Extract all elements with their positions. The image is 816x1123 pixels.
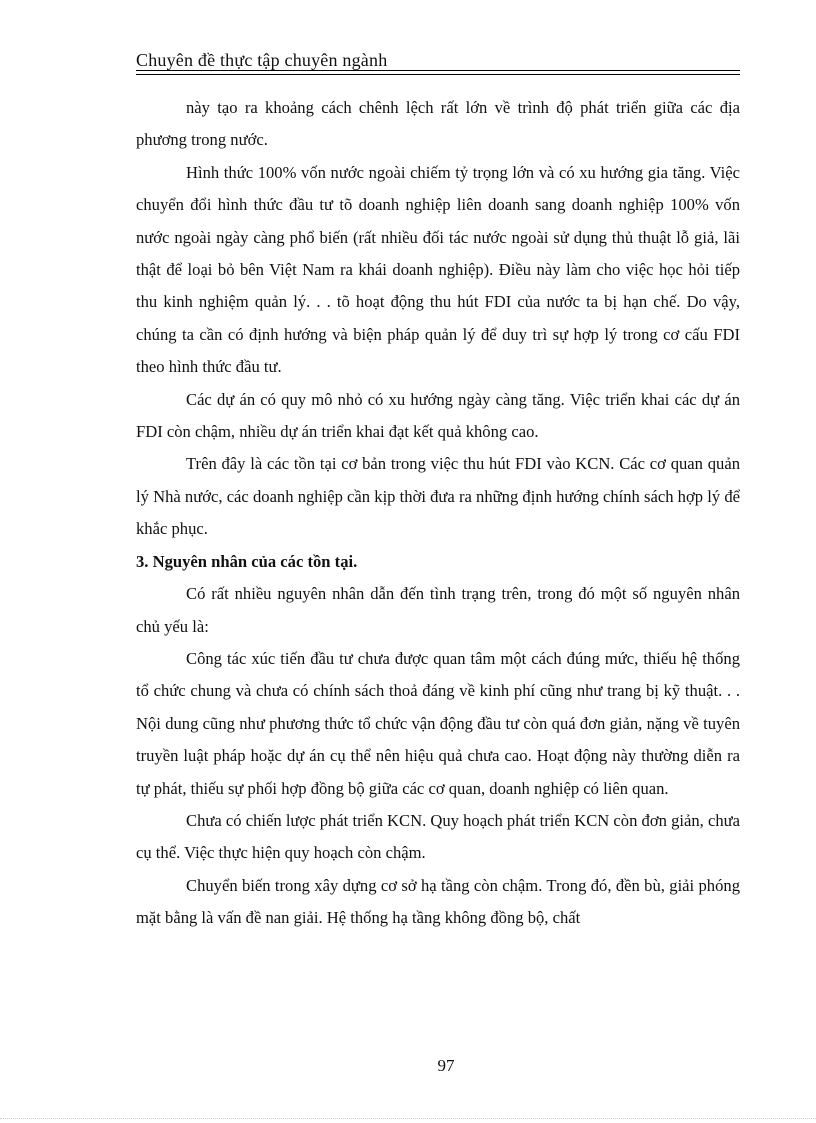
body-text: [136, 92, 740, 935]
paragraph: Chuyển biến trong xây dựng cơ sở hạ tầng còn chậm. Trong đó, đền bù, giải phóng mặt bằng là vấn đề nan giải. Hệ thống hạ tầng không đồng bộ, chất: [136, 875, 740, 928]
paragraph: Chưa có chiến lược phát triển KCN. Quy hoạch phát triển KCN còn đơn giản, chưa cụ thể. Việc thực hiện quy hoạch còn chậm.: [136, 810, 740, 863]
page-bottom-edge: [0, 1118, 816, 1119]
header-rule-bottom: [136, 74, 740, 75]
page-header-title: Chuyên đề thực tập chuyên ngành: [136, 50, 388, 70]
page-number: 97: [437, 1056, 455, 1075]
paragraph: Công tác xúc tiến đầu tư chưa được quan tâm một cách đúng mức, thiếu hệ thống tổ chức chung và chưa có chính sách thoả đáng về kinh phí cũng như trang bị kỹ thuật. . . Nội dung cũng như phương thức tổ chức vận động đầu tư còn quá đơn giản, nặng về tuyên truyền luật pháp hoặc dự án cụ thể nên hiệu quả chưa cao. Hoạt động này thường diễn ra tự phát, thiếu sự phối hợp đồng bộ giữa các cơ quan, doanh nghiệp có liên quan.: [136, 648, 740, 798]
paragraph-continuation: này tạo ra khoảng cách chênh lệch rất lớn về trình độ phát triển giữa các địa phương trong nước.: [136, 98, 740, 150]
paragraph: Các dự án có quy mô nhỏ có xu hướng ngày càng tăng. Việc triển khai các dự án FDI còn chậm, nhiều dự án triển khai đạt kết quả không cao.: [136, 389, 740, 442]
header-rule-top: [136, 70, 740, 71]
paragraph: Hình thức 100% vốn nước ngoài chiếm tỷ trọng lớn và có xu hướng gia tăng. Việc chuyển đổi hình thức đầu tư tõ doanh nghiệp liên doanh sang doanh nghiệp 100% vốn nước ngoài ngày càng phổ biến (rất nhiều đối tác nước ngoài sử dụng thủ thuật lỗ giả, lãi thật để loại bỏ bên Việt Nam ra khái doanh nghiệp). Điều này làm cho việc học hỏi tiếp thu kinh nghiệm quản lý. . . tõ hoạt động thu hút FDI của nước ta bị hạn chế. Do vậy, chúng ta cần có định hướng và biện pháp quản lý để duy trì sự hợp lý trong cơ cấu FDI theo hình thức đầu tư.: [136, 162, 740, 377]
paragraph: Trên đây là các tồn tại cơ bản trong việc thu hút FDI vào KCN. Các cơ quan quản lý Nhà nước, các doanh nghiệp cần kịp thời đưa ra những định hướng chính sách hợp lý để khắc phục.: [136, 454, 740, 539]
section-heading: 3. Nguyên nhân của các tồn tại.: [136, 551, 358, 571]
paragraph: Có rất nhiều nguyên nhân dẫn đến tình trạng trên, trong đó một số nguyên nhân chủ yếu là:: [136, 584, 740, 636]
